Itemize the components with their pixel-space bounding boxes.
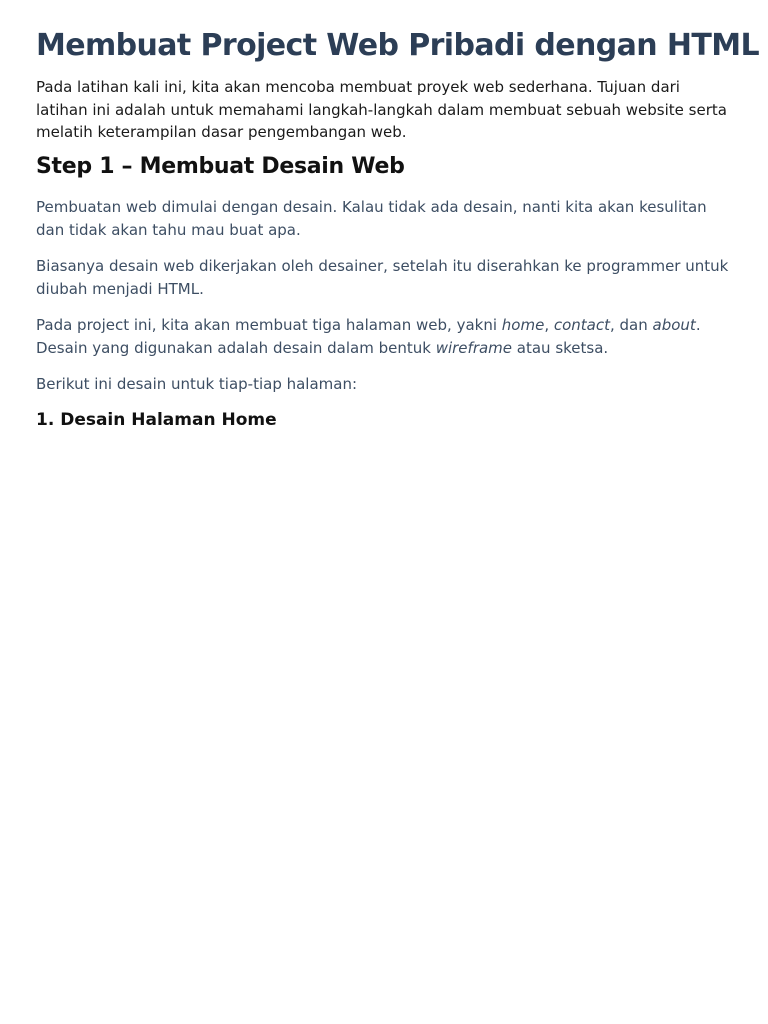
term-contact: contact xyxy=(553,316,610,334)
home-design-subheading: 1. Desain Halaman Home xyxy=(36,410,277,430)
term-home: home xyxy=(501,316,545,334)
page-title: Membuat Project Web Pribadi dengan HTML xyxy=(36,28,760,63)
p3-text-5: atau sketsa. xyxy=(512,338,609,357)
p3-text-1: Pada project ini, kita akan membuat tiga halaman web, yakni xyxy=(36,316,502,334)
step-1-heading: Step 1 – Membuat Desain Web xyxy=(36,154,405,179)
step-1-paragraph-4: Berikut ini desain untuk tiap-tiap halaman: xyxy=(36,375,358,393)
p3-text-4: . Desain yang digunakan adalah desain dalam bentuk xyxy=(36,316,701,357)
intro-paragraph: Pada latihan kali ini, kita akan mencoba membuat proyek web sederhana. Tujuan dari latihan ini adalah untuk memahami langkah-langkah dalam membuat sebuah website serta melatih keterampilan dasar pengembangan web. xyxy=(36,78,727,141)
step-1-paragraph-1: Pembuatan web dimulai dengan desain. Kalau tidak ada desain, nanti kita akan kesulitan dan tidak akan tahu mau buat apa. xyxy=(36,198,707,239)
p3-text-3: , dan xyxy=(610,316,653,334)
term-wireframe: wireframe xyxy=(435,338,513,357)
term-about: about xyxy=(652,316,696,334)
p3-text-2: , xyxy=(544,316,554,334)
step-1-paragraph-2: Biasanya desain web dikerjakan oleh desainer, setelah itu diserahkan ke programmer untuk diubah menjadi HTML. xyxy=(36,257,729,298)
step-1-paragraph-3 xyxy=(36,314,736,359)
